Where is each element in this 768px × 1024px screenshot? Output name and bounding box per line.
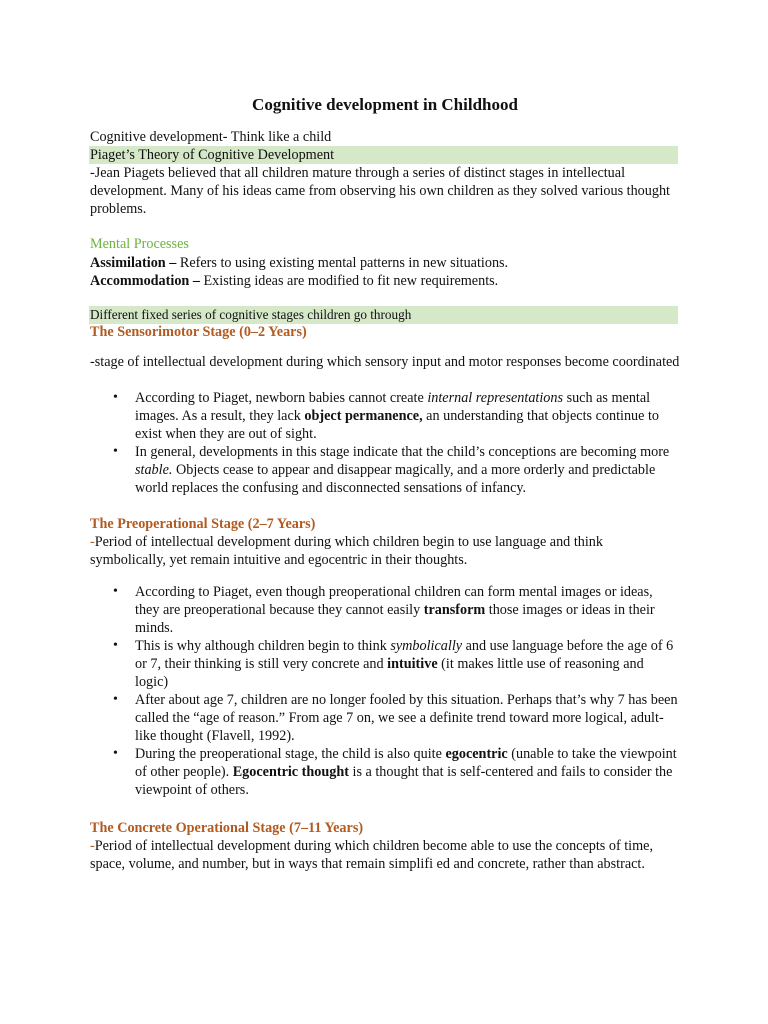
text: This is why although children begin to think xyxy=(135,638,391,654)
sensorimotor-list xyxy=(90,389,680,497)
text: According to Piaget, newborn babies cannot create xyxy=(135,390,428,406)
text: those images or ideas in their minds. xyxy=(135,602,655,636)
theory-heading: Piaget’s Theory of Cognitive Development xyxy=(89,146,678,164)
intro-line: Cognitive development- Think like a child xyxy=(90,129,332,145)
document-title: Cognitive development in Childhood xyxy=(252,95,518,114)
accommodation-text: Existing ideas are modified to fit new requirements. xyxy=(199,273,499,289)
key-term: egocentric xyxy=(445,746,508,762)
list-item: • After about age 7, children are no longer fooled by this situation. Perhaps that’s why 7 has been called the “age of reason.” From age 7 on, we see a definite trend toward more logical, adult-like thought (Flavell, 1992). xyxy=(90,691,680,745)
text: Objects cease to appear and disappear magically, and a more orderly and predictable world replaces the confusing and disconnected sensations of infancy. xyxy=(135,462,656,496)
text: an understanding that objects continue to exist when they are out of sight. xyxy=(135,408,660,442)
text: During the preoperational stage, the child is also quite xyxy=(135,746,446,762)
text: (it makes little use of reasoning and logic) xyxy=(135,656,644,690)
text: According to Piaget, even though preoperational children can form mental images or ideas, they are preoperational because they cannot easily xyxy=(135,584,653,618)
emphasis: internal representations xyxy=(427,390,564,406)
theory-text: -Jean Piagets believed that all children mature through a series of distinct stages in intellectual development. Many of his ideas came from observing his own children as they solved various thought problems. xyxy=(90,165,670,217)
accommodation-definition xyxy=(90,272,680,290)
assimilation-text: Refers to using existing mental patterns in new situations. xyxy=(176,255,509,271)
accommodation-term: Accommodation – xyxy=(90,273,200,289)
stages-heading: Different fixed series of cognitive stages children go through xyxy=(89,306,678,324)
text: Period of intellectual development during which children begin to use language and think symbolically, yet remain intuitive and egocentric in their thoughts. xyxy=(90,534,603,568)
list-item xyxy=(90,443,680,497)
key-term: object permanence, xyxy=(304,408,423,424)
emphasis: stable. xyxy=(135,462,173,478)
assimilation-term: Assimilation – xyxy=(90,255,177,271)
text: In general, developments in this stage indicate that the child’s conceptions are becoming more xyxy=(135,444,670,460)
mental-processes-heading: Mental Processes xyxy=(90,236,189,252)
list-item xyxy=(90,637,680,691)
sensorimotor-heading: The Sensorimotor Stage (0–2 Years) xyxy=(90,324,307,340)
text: and use language before the age of 6 or 7, their thinking is still very concrete and xyxy=(135,638,674,672)
list-item xyxy=(90,583,680,637)
text: such as mental images. As a result, they lack xyxy=(135,390,651,424)
preoperational-heading: The Preoperational Stage (2–7 Years) xyxy=(90,516,316,532)
text: Period of intellectual development during which children become able to use the concepts of time, space, volume, and number, but in ways that remain simplifi ed and concrete, rather than abstract. xyxy=(90,838,653,872)
preoperational-definition xyxy=(90,533,680,569)
dash: - xyxy=(90,838,95,854)
concrete-operational-heading: The Concrete Operational Stage (7–11 Years) xyxy=(90,820,364,836)
concrete-operational-definition xyxy=(90,837,680,873)
text: is a thought that is self-centered and fails to consider the viewpoint of others. xyxy=(135,764,673,798)
key-term: intuitive xyxy=(387,656,438,672)
text: (unable to take the viewpoint of other people). xyxy=(135,746,677,780)
emphasis: symbolically xyxy=(390,638,463,654)
preoperational-list xyxy=(90,583,680,799)
sensorimotor-definition: -stage of intellectual development during which sensory input and motor responses become coordinated xyxy=(90,354,680,370)
key-term: transform xyxy=(423,602,486,618)
assimilation-definition xyxy=(90,254,680,272)
dash: - xyxy=(90,534,95,550)
list-item xyxy=(90,745,680,799)
key-term: Egocentric thought xyxy=(232,764,349,780)
list-item xyxy=(90,389,680,443)
